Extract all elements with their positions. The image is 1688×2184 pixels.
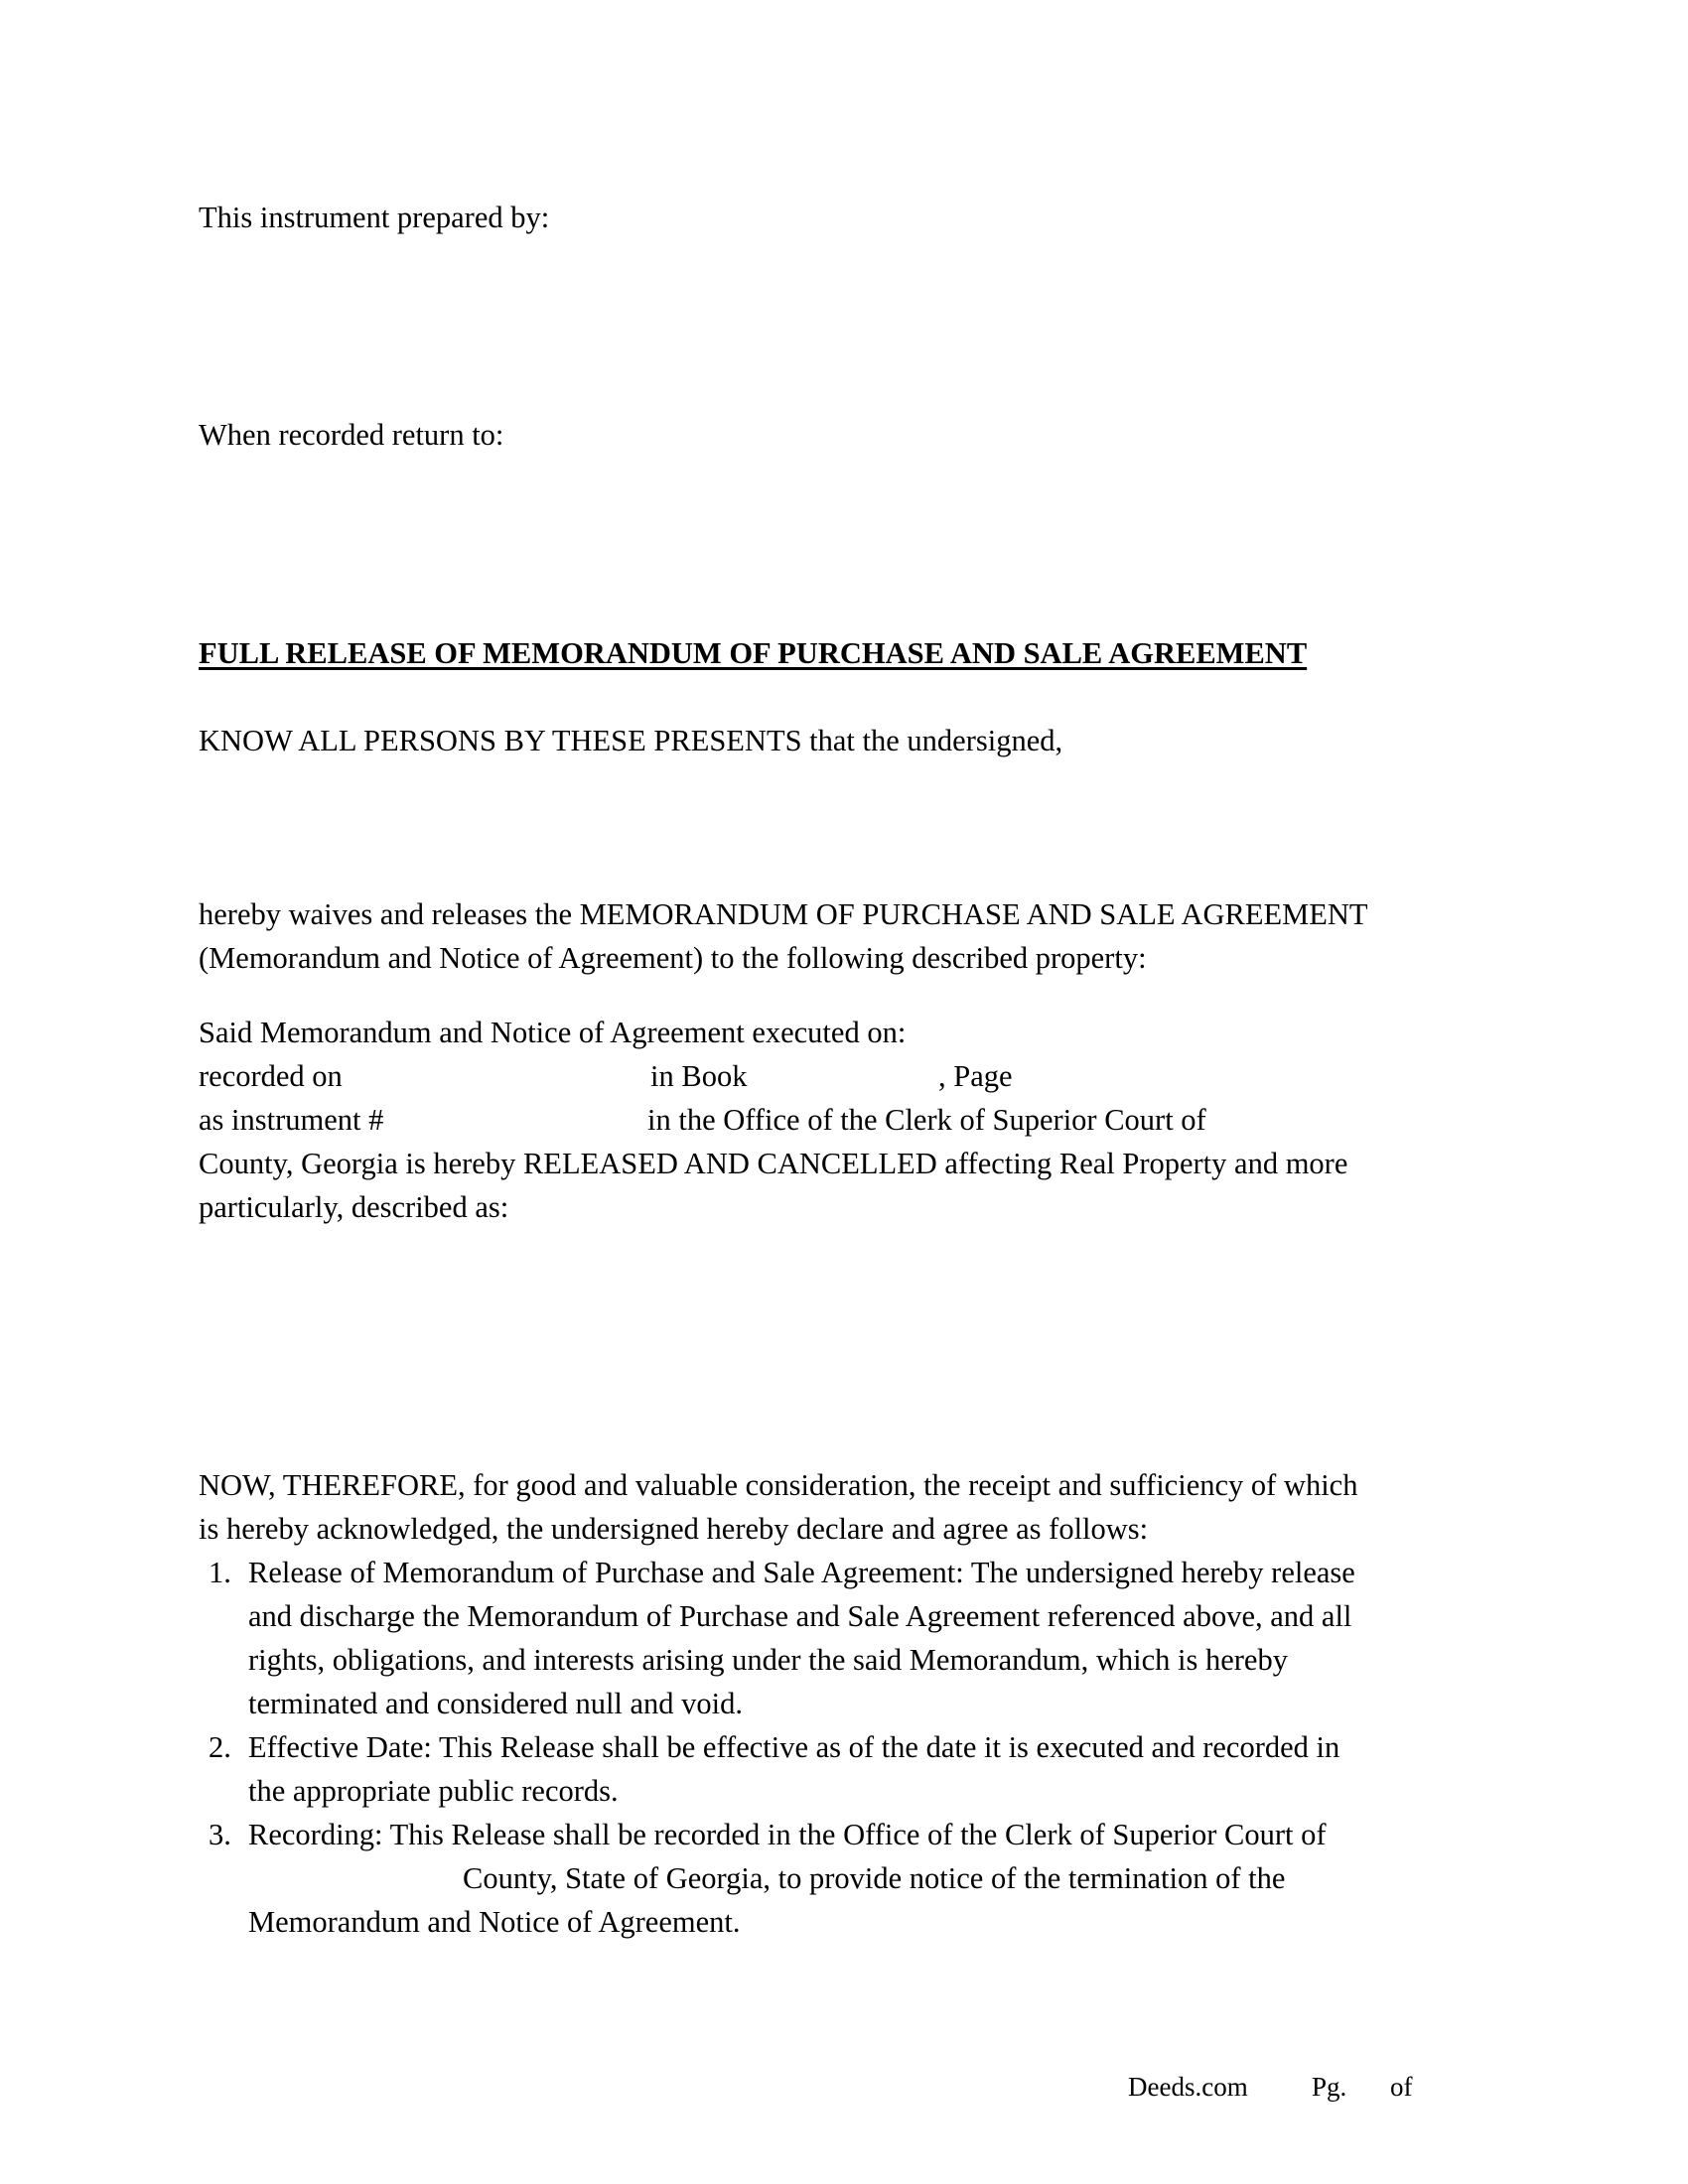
footer-pg: Pg. bbox=[1312, 2072, 1347, 2102]
footer-site: Deeds.com bbox=[1128, 2072, 1248, 2102]
list-number: 2. bbox=[209, 1730, 231, 1764]
recorded-on-label: recorded on bbox=[199, 1059, 343, 1093]
list-line: rights, obligations, and interests arising under the said Memorandum, which is hereby bbox=[248, 1643, 1288, 1677]
footer-of: of bbox=[1390, 2072, 1413, 2102]
list-line: County, State of Georgia, to provide notice of the termination of the bbox=[463, 1861, 1286, 1895]
page-label: , Page bbox=[938, 1059, 1013, 1093]
list-line: Recording: This Release shall be recorded in the Office of the Clerk of Superior Court of bbox=[248, 1818, 1327, 1851]
waiver-line-1: hereby waives and releases the MEMORANDUM OF PURCHASE AND SALE AGREEMENT bbox=[199, 897, 1368, 931]
intro-text: KNOW ALL PERSONS BY THESE PRESENTS that the undersigned, bbox=[199, 724, 1063, 757]
list-number: 1. bbox=[209, 1556, 231, 1589]
list-line: Release of Memorandum of Purchase and Sale Agreement: The undersigned hereby release bbox=[248, 1556, 1355, 1589]
return-to-label: When recorded return to: bbox=[199, 418, 504, 452]
executed-on-label: Said Memorandum and Notice of Agreement executed on: bbox=[199, 1016, 907, 1049]
described-label: particularly, described as: bbox=[199, 1190, 509, 1224]
therefore-line-1: NOW, THEREFORE, for good and valuable consideration, the receipt and sufficiency of which bbox=[199, 1468, 1358, 1502]
instrument-label: as instrument # bbox=[199, 1103, 384, 1137]
list-line: terminated and considered null and void. bbox=[248, 1687, 744, 1720]
list-line: the appropriate public records. bbox=[248, 1774, 619, 1808]
office-label: in the Office of the Clerk of Superior Court of bbox=[647, 1103, 1206, 1137]
list-number: 3. bbox=[209, 1818, 231, 1851]
list-line: Effective Date: This Release shall be effective as of the date it is executed and recorded in bbox=[248, 1730, 1340, 1764]
document-title: FULL RELEASE OF MEMORANDUM OF PURCHASE AND SALE AGREEMENT bbox=[199, 636, 1308, 670]
county-line: County, Georgia is hereby RELEASED AND CANCELLED affecting Real Property and more bbox=[199, 1147, 1348, 1180]
waiver-line-2: (Memorandum and Notice of Agreement) to the following described property: bbox=[199, 941, 1147, 975]
in-book-label: in Book bbox=[650, 1059, 748, 1093]
prepared-by-label: This instrument prepared by: bbox=[199, 201, 550, 234]
list-line: and discharge the Memorandum of Purchase and Sale Agreement referenced above, and all bbox=[248, 1599, 1352, 1633]
therefore-line-2: is hereby acknowledged, the undersigned hereby declare and agree as follows: bbox=[199, 1512, 1149, 1546]
list-line: Memorandum and Notice of Agreement. bbox=[248, 1905, 741, 1939]
